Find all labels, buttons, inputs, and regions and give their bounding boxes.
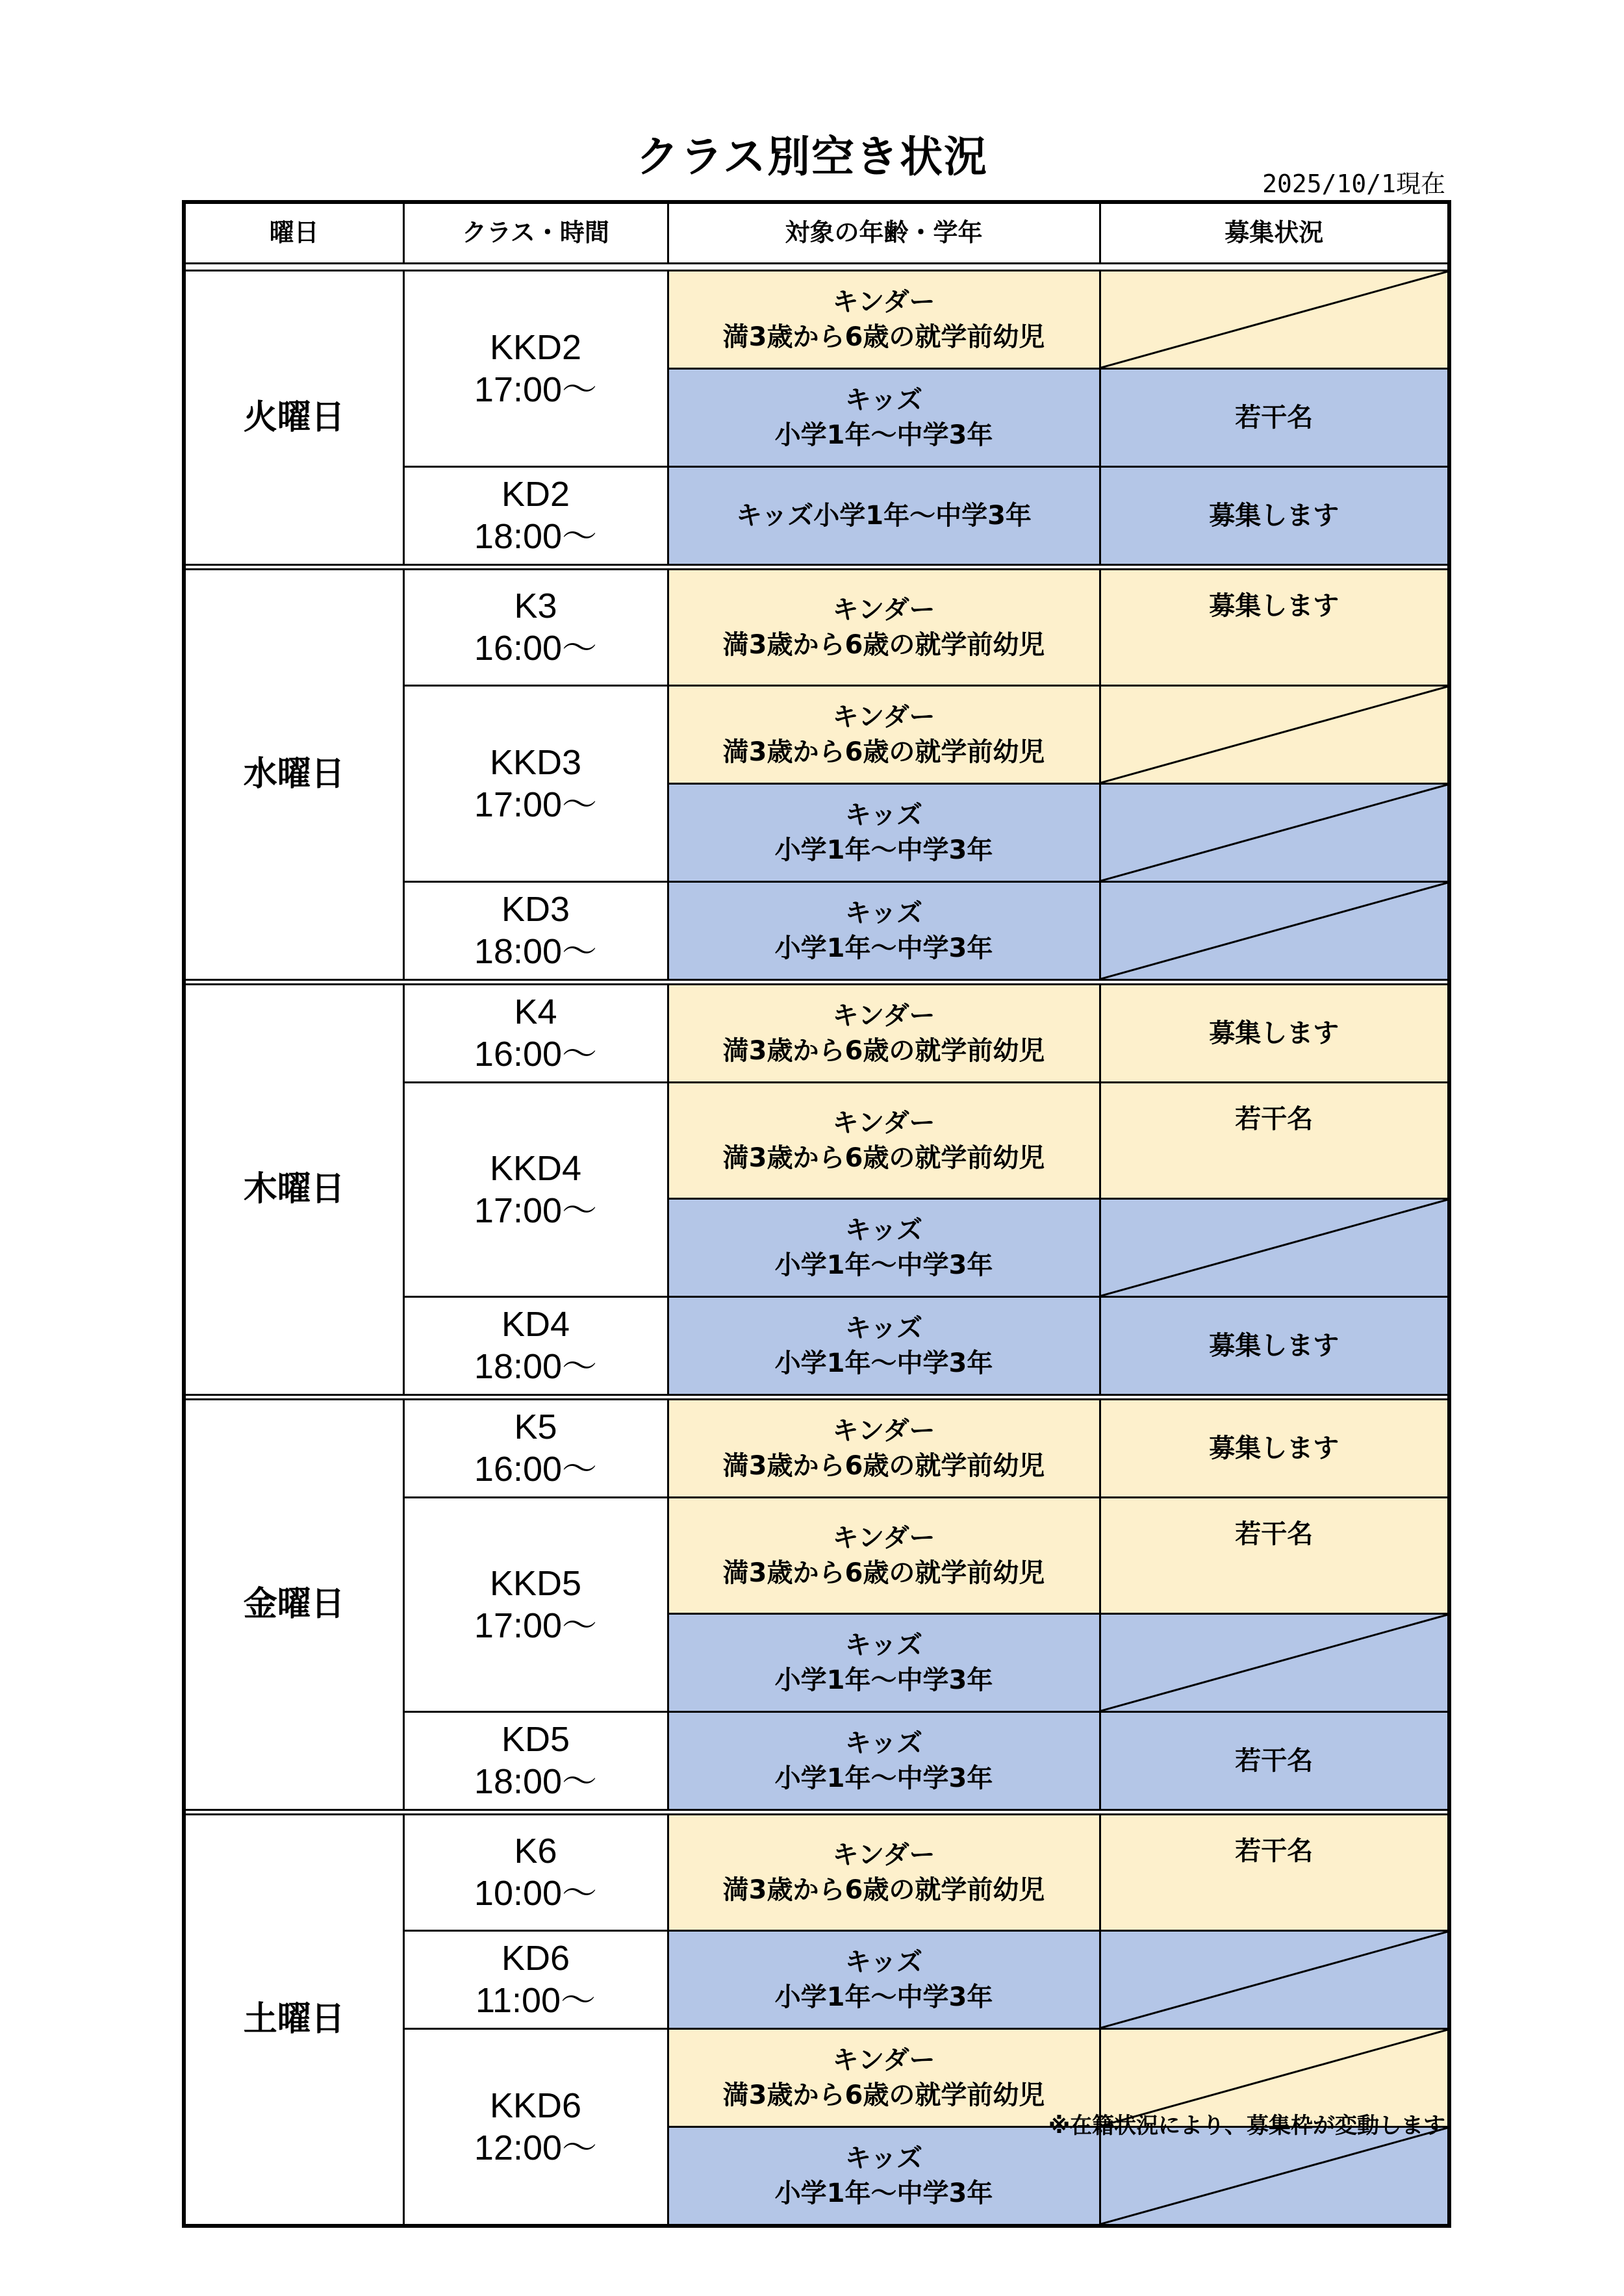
target-cell: キッズ小学1年〜中学3年 — [668, 467, 1100, 565]
status-cell: 若干名 — [1100, 1712, 1449, 1810]
class-time: 18:00〜 — [474, 517, 598, 556]
target-cell — [668, 1614, 1100, 1712]
divider — [184, 1395, 1449, 1400]
target-cell — [668, 784, 1100, 882]
class-name: KKD4 — [489, 1148, 582, 1188]
class-time: 17:00〜 — [474, 785, 598, 824]
target-line: キンダー — [832, 702, 935, 732]
class-name: K4 — [514, 992, 557, 1032]
as-of-date: 2025/10/1現在 — [1262, 170, 1445, 198]
class-time: 18:00〜 — [474, 1762, 598, 1801]
class-time: 18:00〜 — [474, 1347, 598, 1386]
target-line: キンダー — [832, 595, 935, 625]
day-cell: 土曜日 — [184, 1815, 403, 2227]
class-cell — [403, 1083, 668, 1297]
status-cell: 募集します — [1100, 570, 1449, 686]
class-cell — [403, 882, 668, 980]
status-cell: 若干名 — [1100, 369, 1449, 467]
class-time: 12:00〜 — [474, 2128, 598, 2167]
class-time: 16:00〜 — [474, 1035, 598, 1074]
target-line: キンダー — [832, 1840, 935, 1870]
target-line: 満3歳から6歳の就学前幼児 — [722, 1451, 1045, 1481]
class-name: KD2 — [501, 475, 570, 514]
table-row — [184, 985, 1449, 1083]
target-line: 小学1年〜中学3年 — [774, 1763, 993, 1793]
target-line: 満3歳から6歳の就学前幼児 — [722, 1143, 1045, 1173]
target-line: 小学1年〜中学3年 — [774, 420, 993, 450]
class-time: 10:00〜 — [474, 1874, 598, 1913]
target-line: キンダー — [832, 287, 935, 317]
status-cell: 若干名 — [1100, 1083, 1449, 1199]
status-cell-closed — [1100, 271, 1449, 369]
target-line: 小学1年〜中学3年 — [774, 1348, 993, 1378]
slash-mark — [1101, 883, 1448, 979]
class-name: KKD2 — [489, 327, 582, 367]
target-cell — [668, 882, 1100, 980]
header-class: クラス・時間 — [403, 202, 668, 264]
status-cell: 募集します — [1100, 1400, 1449, 1498]
class-cell — [403, 985, 668, 1083]
target-line: キンダー — [832, 1416, 935, 1446]
table-row — [184, 570, 1449, 686]
target-line: 小学1年〜中学3年 — [774, 1982, 993, 2012]
table-row — [184, 1815, 1449, 1931]
status-cell: 募集します — [1100, 1297, 1449, 1395]
status-cell-closed — [1100, 686, 1449, 784]
target-line: キッズ — [844, 385, 923, 415]
target-cell — [668, 1083, 1100, 1199]
target-line: キンダー — [832, 1001, 935, 1031]
divider — [184, 1810, 1449, 1815]
table-row — [184, 271, 1449, 369]
target-cell — [668, 985, 1100, 1083]
target-line: 小学1年〜中学3年 — [774, 1665, 993, 1695]
target-cell — [668, 369, 1100, 467]
class-name: KKD5 — [489, 1563, 582, 1603]
status-cell-closed — [1100, 882, 1449, 980]
target-cell — [668, 1712, 1100, 1810]
target-cell — [668, 570, 1100, 686]
class-cell — [403, 467, 668, 565]
target-line: 満3歳から6歳の就学前幼児 — [722, 1558, 1045, 1588]
target-line: キッズ — [844, 1728, 923, 1758]
class-name: K3 — [514, 587, 557, 626]
target-cell — [668, 1815, 1100, 1931]
target-cell — [668, 1400, 1100, 1498]
status-cell-closed — [1100, 784, 1449, 882]
slash-mark — [1101, 1200, 1448, 1296]
status-cell: 若干名 — [1100, 1498, 1449, 1614]
header-row — [184, 202, 1449, 264]
class-cell — [403, 1712, 668, 1810]
target-cell — [668, 1931, 1100, 2029]
target-cell — [668, 1297, 1100, 1395]
class-name: KKD6 — [489, 2086, 582, 2125]
target-line: キッズ — [844, 800, 923, 830]
class-cell — [403, 686, 668, 882]
target-line: キッズ — [844, 1947, 923, 1977]
class-time: 16:00〜 — [474, 1450, 598, 1489]
header-day: 曜日 — [184, 202, 403, 264]
availability-table — [182, 200, 1451, 2228]
slash-mark — [1101, 1932, 1448, 2028]
day-cell: 木曜日 — [184, 985, 403, 1395]
target-line: 小学1年〜中学3年 — [774, 2178, 993, 2208]
target-cell — [668, 1199, 1100, 1297]
target-line: キッズ — [844, 1215, 923, 1245]
status-cell-closed — [1100, 1931, 1449, 2029]
target-line: 満3歳から6歳の就学前幼児 — [722, 1875, 1045, 1905]
slash-mark — [1101, 785, 1448, 881]
target-line: 小学1年〜中学3年 — [774, 933, 993, 963]
class-cell — [403, 570, 668, 686]
target-line: キッズ — [844, 1630, 923, 1660]
target-cell — [668, 1498, 1100, 1614]
target-cell — [668, 271, 1100, 369]
target-line: 小学1年〜中学3年 — [774, 835, 993, 865]
target-line: キッズ — [844, 1313, 923, 1343]
class-name: KD6 — [501, 1939, 570, 1978]
class-time: 17:00〜 — [474, 1606, 598, 1645]
slash-mark — [1101, 687, 1448, 783]
header-status: 募集状況 — [1100, 202, 1449, 264]
class-name: KD5 — [501, 1720, 570, 1760]
divider — [184, 565, 1449, 570]
target-line: 満3歳から6歳の就学前幼児 — [722, 322, 1045, 352]
target-line: キッズ — [844, 2143, 923, 2173]
slash-mark — [1101, 2128, 1448, 2224]
slash-mark — [1101, 271, 1448, 368]
status-cell: 募集します — [1100, 985, 1449, 1083]
class-cell — [403, 1297, 668, 1395]
target-cell — [668, 2127, 1100, 2227]
class-name: KD3 — [501, 890, 570, 929]
class-cell — [403, 2029, 668, 2227]
class-name: K6 — [514, 1832, 557, 1871]
target-line: 満3歳から6歳の就学前幼児 — [722, 737, 1045, 767]
class-cell — [403, 1498, 668, 1712]
status-cell: 募集します — [1100, 467, 1449, 565]
target-line: 満3歳から6歳の就学前幼児 — [722, 1036, 1045, 1066]
table-row — [184, 1400, 1449, 1498]
divider — [184, 264, 1449, 271]
class-cell — [403, 271, 668, 467]
class-cell — [403, 1400, 668, 1498]
day-cell: 金曜日 — [184, 1400, 403, 1810]
target-line: 満3歳から6歳の就学前幼児 — [722, 2080, 1045, 2110]
class-cell — [403, 1815, 668, 1931]
page-title: クラス別空き状況 — [635, 132, 989, 182]
target-line: キッズ — [844, 898, 923, 928]
divider — [184, 980, 1449, 985]
status-cell-closed — [1100, 1614, 1449, 1712]
class-time: 16:00〜 — [474, 629, 598, 668]
target-line: 満3歳から6歳の就学前幼児 — [722, 630, 1045, 660]
target-line: 小学1年〜中学3年 — [774, 1250, 993, 1280]
header-target: 対象の年齢・学年 — [668, 202, 1100, 264]
target-line: キンダー — [832, 1108, 935, 1138]
day-cell: 水曜日 — [184, 570, 403, 980]
slash-mark — [1101, 1615, 1448, 1711]
class-time: 17:00〜 — [474, 370, 598, 409]
class-time: 18:00〜 — [474, 932, 598, 971]
class-name: KD4 — [501, 1305, 570, 1344]
status-cell-closed — [1100, 2127, 1449, 2227]
day-cell: 火曜日 — [184, 271, 403, 565]
target-cell — [668, 686, 1100, 784]
target-line: キンダー — [832, 2045, 935, 2075]
footnote: ※在籍状況により、募集枠が変動します — [1048, 2113, 1445, 2139]
class-time: 11:00〜 — [475, 1981, 596, 2020]
status-cell: 若干名 — [1100, 1815, 1449, 1931]
class-cell — [403, 1931, 668, 2029]
status-cell-closed — [1100, 1199, 1449, 1297]
class-name: K5 — [514, 1407, 557, 1447]
target-line: キンダー — [832, 1523, 935, 1553]
target-cell — [668, 2029, 1100, 2127]
class-time: 17:00〜 — [474, 1191, 598, 1230]
class-name: KKD3 — [489, 742, 582, 782]
